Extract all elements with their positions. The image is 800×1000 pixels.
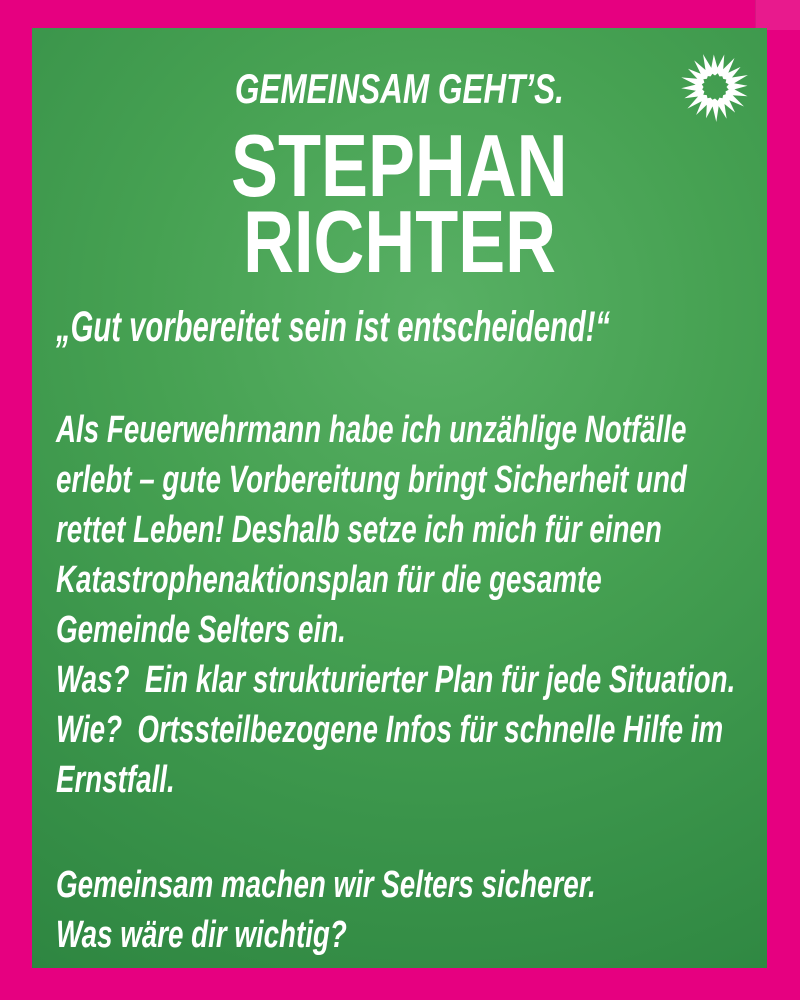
closing-line: Gemeinsam machen wir Selters sicherer. — [56, 864, 596, 906]
corner-artifact — [755, 0, 800, 30]
body-text — [56, 405, 800, 805]
body-line: Wie? Ortssteilbezogene Infos für schnelle Hilfe im — [56, 709, 724, 751]
quote — [56, 302, 800, 352]
closing-line: Was wäre dir wichtig? — [56, 914, 347, 956]
poster-panel — [32, 28, 767, 968]
candidate-name — [32, 116, 767, 291]
body-line: rettet Leben! Deshalb setze ich mich für einen — [56, 509, 662, 551]
tagline-text: GEMEINSAM GEHT’S. — [234, 65, 565, 112]
candidate-name-line2: RICHTER — [243, 192, 556, 291]
tagline — [32, 65, 767, 112]
quote-text: „Gut vorbereitet sein ist entscheidend!“ — [56, 303, 611, 351]
body-line: Gemeinde Selters ein. — [56, 609, 346, 651]
body-line: erlebt – gute Vorbereitung bringt Sicherheit und — [56, 459, 687, 501]
body-line: Katastrophenaktionsplan für die gesamte — [56, 559, 602, 601]
body-line: Ernstfall. — [56, 759, 175, 801]
body-line: Als Feuerwehrmann habe ich unzählige Notfälle — [56, 409, 687, 451]
closing-text — [56, 860, 800, 960]
candidate-name-line1: STEPHAN — [231, 116, 568, 215]
body-line: Was? Ein klar strukturierter Plan für jede Situation. — [56, 659, 736, 701]
